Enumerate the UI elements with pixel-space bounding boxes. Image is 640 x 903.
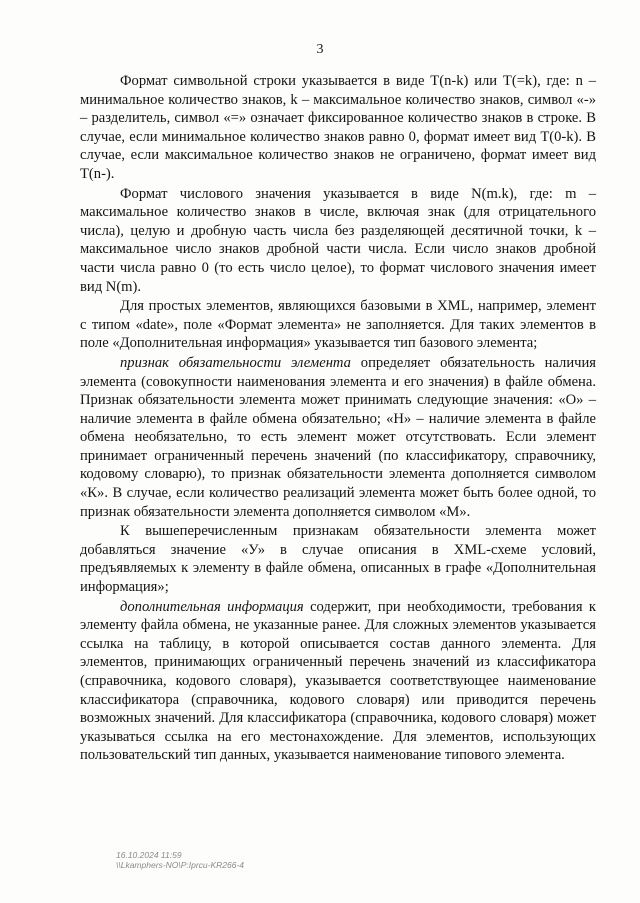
document-body (80, 72, 596, 765)
paragraph-simple-elements (80, 297, 596, 353)
text-run: Для простых элементов, являющихся базовыми в XML, например, элемент с типом «date», поле «Формат элемента» не заполняется. Для таких элементов в поле «Дополнительная информация» указывается тип базового элемента; (80, 298, 596, 352)
paragraph-number-format (80, 185, 596, 297)
italic-term: дополнительная информация (120, 598, 304, 615)
text-run: Формат символьной строки указывается в виде T(n-k) или T(=k), где: n – минимальное количество знаков, k – максимальное количество знаков, символ «-» – разделитель, символ «=» означает фиксированное количество знаков в строке. В случае, если минимальное количество знаков равно 0, формат имеет вид T(0-k). В случае, если максимальное количество знаков не ограничено, формат имеет вид T(n-). (80, 73, 596, 182)
footer-stamp (116, 850, 244, 870)
page-number: 3 (316, 42, 324, 57)
paragraph-string-format (80, 72, 596, 184)
text-run: определяет обязательность наличия элемента (совокупности наименования элемента и его значения) в файле обмена. Признак обязательности элемента может принимать следующие значения: «О» – наличие элемента в файле обмена обязательно; «Н» – наличие элемента в файле обмена необязательно, то есть элемент может отсутствовать. Если элемент принимает ограниченный перечень значений (по классификатору, справочнику, кодовому словарю), то признак обязательности элемента дополняется символом «К». В случае, если количество реализаций элемента может быть более одной, то признак обязательности элемента дополняется символом «М». (80, 354, 596, 520)
footer-path: \\Lkamphers-NO\P:Iprcu-KR266-4 (116, 860, 245, 870)
italic-term: признак обязательности элемента (120, 354, 351, 371)
footer-timestamp: 16.10.2024 11:59 (116, 850, 182, 860)
paragraph-mandatory-flag (80, 354, 596, 521)
text-run: содержит, при необходимости, требования к элементу файла обмена, не указанные ранее. Для сложных элементов указывается ссылка на таблицу, в которой описывается состав данного элемента. Для элементов, принимающих ограниченный перечень значений из классификатора (справочника, кодового словаря), указывается соответствующее наименование классификатора (справочника, кодового словаря) или приводится перечень возможных значений. Для классификатора (справочника, кодового словаря) может указываться ссылка на его местонахождение. Для элементов, использующих пользовательский тип данных, указывается наименование типового элемента. (80, 598, 596, 764)
text-run: К вышеперечисленным признакам обязательности элемента может добавляться значение «У» в случае описания в XML-схеме условий, предъявляемых к элементу в файле обмена, описанных в графе «Дополнительная информация»; (80, 523, 596, 596)
paragraph-condition-flag (80, 522, 596, 596)
paragraph-additional-info (80, 598, 596, 765)
text-run: Формат числового значения указывается в виде N(m.k), где: m – максимальное количество знаков в числе, включая знак (для отрицательного числа), целую и дробную часть числа без разделяющей десятичной точки, k – максимальное число знаков дробной части числа. Если число знаков дробной части числа равно 0 (то есть число целое), то формат числового значения имеет вид N(m). (80, 185, 596, 295)
